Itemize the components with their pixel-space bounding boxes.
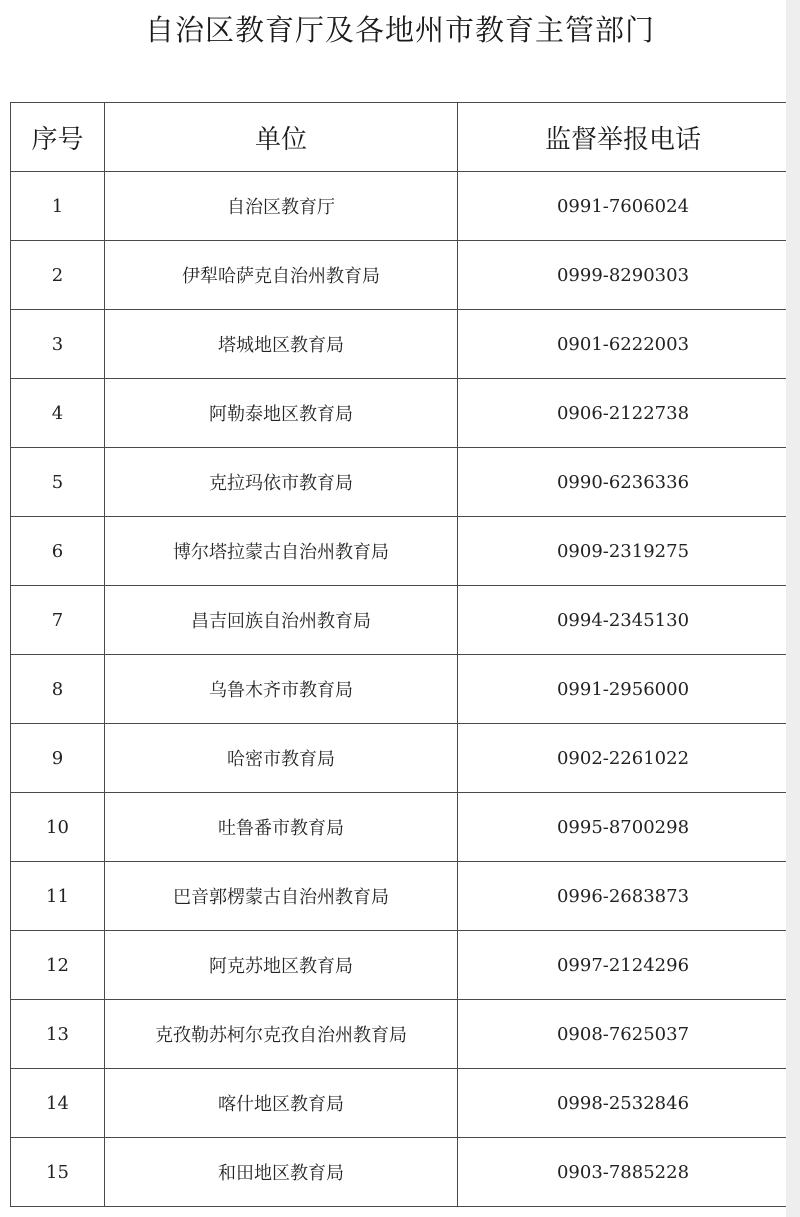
table-row bbox=[11, 931, 789, 1000]
row-unit: 乌鲁木齐市教育局 bbox=[105, 655, 458, 724]
table-header-row bbox=[11, 103, 789, 172]
row-index: 3 bbox=[11, 310, 105, 379]
row-phone: 0994-2345130 bbox=[458, 586, 789, 655]
row-index: 8 bbox=[11, 655, 105, 724]
row-phone: 0997-2124296 bbox=[458, 931, 789, 1000]
row-unit: 塔城地区教育局 bbox=[105, 310, 458, 379]
row-unit: 和田地区教育局 bbox=[105, 1138, 458, 1207]
row-index: 1 bbox=[11, 172, 105, 241]
row-phone: 0991-7606024 bbox=[458, 172, 789, 241]
row-phone: 0909-2319275 bbox=[458, 517, 789, 586]
row-phone: 0998-2532846 bbox=[458, 1069, 789, 1138]
table-row bbox=[11, 310, 789, 379]
table-row bbox=[11, 655, 789, 724]
header-phone: 监督举报电话 bbox=[458, 103, 789, 172]
row-index: 6 bbox=[11, 517, 105, 586]
row-unit: 克拉玛依市教育局 bbox=[105, 448, 458, 517]
table-row bbox=[11, 1069, 789, 1138]
row-unit: 阿克苏地区教育局 bbox=[105, 931, 458, 1000]
row-unit: 阿勒泰地区教育局 bbox=[105, 379, 458, 448]
document-title: 自治区教育厅及各地州市教育主管部门 bbox=[144, 13, 655, 47]
row-phone: 0991-2956000 bbox=[458, 655, 789, 724]
row-phone: 0901-6222003 bbox=[458, 310, 789, 379]
row-index: 13 bbox=[11, 1000, 105, 1069]
row-phone: 0908-7625037 bbox=[458, 1000, 789, 1069]
row-index: 2 bbox=[11, 241, 105, 310]
row-unit: 喀什地区教育局 bbox=[105, 1069, 458, 1138]
page-gutter bbox=[786, 0, 800, 1217]
table-row bbox=[11, 517, 789, 586]
table-row bbox=[11, 793, 789, 862]
row-index: 15 bbox=[11, 1138, 105, 1207]
row-index: 14 bbox=[11, 1069, 105, 1138]
row-index: 4 bbox=[11, 379, 105, 448]
header-index: 序号 bbox=[11, 103, 105, 172]
table-row bbox=[11, 379, 789, 448]
row-unit: 吐鲁番市教育局 bbox=[105, 793, 458, 862]
row-index: 11 bbox=[11, 862, 105, 931]
row-index: 5 bbox=[11, 448, 105, 517]
row-phone: 0999-8290303 bbox=[458, 241, 789, 310]
table-row bbox=[11, 862, 789, 931]
row-phone: 0996-2683873 bbox=[458, 862, 789, 931]
row-phone: 0995-8700298 bbox=[458, 793, 789, 862]
row-unit: 昌吉回族自治州教育局 bbox=[105, 586, 458, 655]
row-phone: 0906-2122738 bbox=[458, 379, 789, 448]
row-unit: 巴音郭楞蒙古自治州教育局 bbox=[105, 862, 458, 931]
table-row bbox=[11, 241, 789, 310]
row-index: 9 bbox=[11, 724, 105, 793]
row-index: 10 bbox=[11, 793, 105, 862]
row-phone: 0903-7885228 bbox=[458, 1138, 789, 1207]
row-unit: 克孜勒苏柯尔克孜自治州教育局 bbox=[105, 1000, 458, 1069]
table-row bbox=[11, 1000, 789, 1069]
table-row bbox=[11, 1138, 789, 1207]
table-row bbox=[11, 172, 789, 241]
contacts-table bbox=[10, 102, 789, 1207]
row-unit: 博尔塔拉蒙古自治州教育局 bbox=[105, 517, 458, 586]
row-unit: 哈密市教育局 bbox=[105, 724, 458, 793]
row-unit: 伊犁哈萨克自治州教育局 bbox=[105, 241, 458, 310]
row-index: 12 bbox=[11, 931, 105, 1000]
header-unit: 单位 bbox=[105, 103, 458, 172]
row-phone: 0990-6236336 bbox=[458, 448, 789, 517]
row-unit: 自治区教育厅 bbox=[105, 172, 458, 241]
row-index: 7 bbox=[11, 586, 105, 655]
table-row bbox=[11, 586, 789, 655]
table-row bbox=[11, 724, 789, 793]
table-row bbox=[11, 448, 789, 517]
row-phone: 0902-2261022 bbox=[458, 724, 789, 793]
